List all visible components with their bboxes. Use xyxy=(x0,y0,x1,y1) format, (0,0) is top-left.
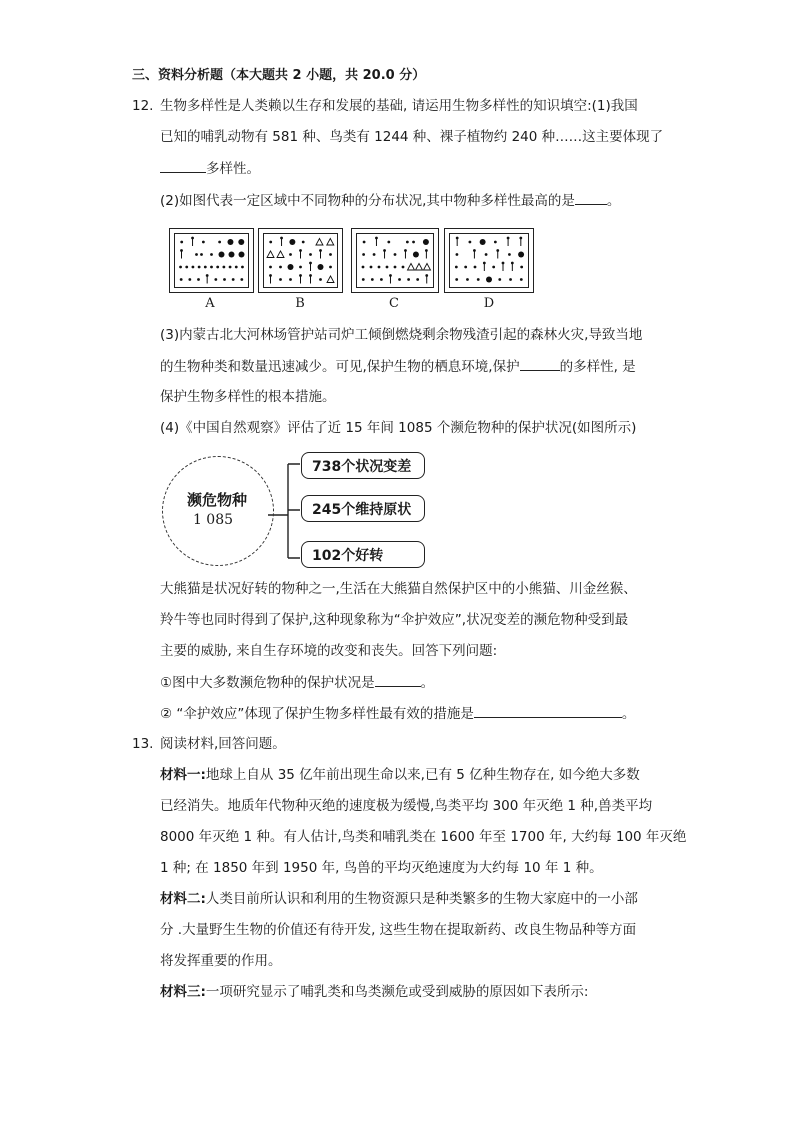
small-dot xyxy=(185,266,188,269)
q12-text-line-1: 生物多样性是人类赖以生存和发展的基础, 请运用生物多样性的知识填空:(1)我国 xyxy=(160,98,638,114)
panel-b xyxy=(258,228,343,293)
triangle-mark xyxy=(416,264,423,271)
pin-mark xyxy=(483,262,486,271)
pin-mark xyxy=(389,274,392,283)
small-dot xyxy=(394,266,397,269)
small-dot xyxy=(329,266,332,269)
pin-mark xyxy=(519,237,522,246)
material-3-line-1: 材料三:一项研究显示了哺乳类和鸟类濒危或受到威胁的原因如下表所示: xyxy=(160,984,589,1000)
small-dot xyxy=(192,266,195,269)
small-dot xyxy=(232,278,235,281)
material-2-line-3: 将发挥重要的作用。 xyxy=(160,953,282,969)
pin-mark xyxy=(206,274,209,283)
small-dot xyxy=(302,241,305,244)
panel-label-d: D xyxy=(483,296,495,311)
pin-mark xyxy=(507,237,510,246)
question-number-12: 12. xyxy=(132,98,154,114)
large-dot xyxy=(238,239,244,245)
small-dot xyxy=(195,253,198,256)
section-header: 三、资料分析题（本大题共 2 小题，共 20.0 分） xyxy=(132,68,426,83)
small-dot xyxy=(197,278,200,281)
material-1-line-3: 8000 年灭绝 1 种。有人估计,鸟类和哺乳类在 1600 年至 1700 年, 大约每 100 年灭绝 xyxy=(160,829,687,845)
large-dot xyxy=(239,252,245,258)
panel-b-dots xyxy=(264,234,337,287)
small-dot xyxy=(406,241,409,244)
small-dot xyxy=(508,253,511,256)
triangle-mark xyxy=(316,239,323,246)
panel-a-dots xyxy=(175,234,248,287)
small-dot xyxy=(407,278,410,281)
large-dot xyxy=(227,239,233,245)
q12-text-line-3: 多样性。 xyxy=(160,159,260,178)
q12-text-line-6: 的生物种类和数量迅速减少。可见,保护生物的栖息环境,保护 的多样性, 是 xyxy=(160,359,636,375)
small-dot xyxy=(370,266,373,269)
status-box-same: 245个维持原状 xyxy=(301,495,425,522)
small-dot xyxy=(456,253,459,256)
material-2-line-1: 材料二:人类目前所认识和利用的生物资源只是种类繁多的生物大家庭中的一小部 xyxy=(160,891,638,907)
small-dot xyxy=(363,241,366,244)
small-dot xyxy=(466,278,469,281)
small-dot xyxy=(387,241,390,244)
material-2-line-2: 分 .大量野生生物的价值还有待开发, 这些生物在提取新药、改良生物品种等方面 xyxy=(160,922,637,938)
status-box-better: 102个好转 xyxy=(301,541,425,568)
small-dot xyxy=(362,266,365,269)
large-dot xyxy=(486,277,492,283)
small-dot xyxy=(269,266,272,269)
small-dot xyxy=(485,253,488,256)
pin-mark xyxy=(511,262,514,271)
small-dot xyxy=(380,278,383,281)
small-dot xyxy=(188,278,191,281)
answer-blank[interactable] xyxy=(575,191,607,205)
small-dot xyxy=(204,266,207,269)
large-dot xyxy=(229,252,235,258)
small-dot xyxy=(319,278,322,281)
small-dot xyxy=(394,253,397,256)
q12-text-line-10: 羚牛等也同时得到了保护,这种现象称为“伞护效应”,状况变差的濒危物种受到最 xyxy=(160,612,629,628)
panel-label-a: A xyxy=(205,296,215,311)
pin-mark xyxy=(425,249,428,258)
small-dot xyxy=(279,278,282,281)
large-dot xyxy=(480,239,486,245)
small-dot xyxy=(494,241,497,244)
small-dot xyxy=(520,266,523,269)
small-dot xyxy=(329,253,332,256)
small-dot xyxy=(492,266,495,269)
status-box-worse: 738个状况变差 xyxy=(301,452,425,479)
small-dot xyxy=(386,266,389,269)
small-dot xyxy=(240,278,243,281)
q12-text-line-8: (4)《中国自然观察》评估了近 15 年间 1085 个濒危物种的保护状况(如图所示) xyxy=(160,420,637,436)
q12-text-line-2: 已知的哺乳动物有 581 种、鸟类有 1244 种、裸子植物约 240 种……这主要体现了 xyxy=(160,129,664,145)
q12-text-line-9: 大熊猫是状况好转的物种之一,生活在大熊猫自然保护区中的小熊猫、川金丝猴、 xyxy=(160,581,637,597)
q12-text-line-5: (3)内蒙古北大河林场管护站司炉工倾倒燃烧剩余物残渣引起的森林火灾,导致当地 xyxy=(160,327,643,343)
panel-a xyxy=(169,228,254,293)
circle-title: 濒危物种 xyxy=(186,491,247,509)
answer-blank[interactable] xyxy=(160,159,206,173)
material-1-line-1: 材料一:地球上自从 35 亿年前出现生命以来,已有 5 亿种生物存在, 如今绝大多数 xyxy=(160,767,640,783)
small-dot xyxy=(412,241,415,244)
small-dot xyxy=(474,266,477,269)
pin-mark xyxy=(191,237,194,246)
pin-mark xyxy=(496,249,499,258)
large-dot xyxy=(413,252,419,258)
pin-mark xyxy=(299,274,302,283)
small-dot xyxy=(455,266,458,269)
small-dot xyxy=(180,278,183,281)
triangle-mark xyxy=(408,264,415,271)
small-dot xyxy=(371,278,374,281)
panel-c-dots xyxy=(357,234,433,287)
small-dot xyxy=(520,278,523,281)
small-dot xyxy=(210,266,213,269)
pin-mark xyxy=(473,249,476,258)
small-dot xyxy=(214,278,217,281)
triangle-mark xyxy=(424,264,431,271)
small-dot xyxy=(416,278,419,281)
answer-blank[interactable] xyxy=(520,357,560,371)
q12-text-line-4: (2)如图代表一定区域中不同物种的分布状况,其中物种多样性最高的是 。 xyxy=(160,193,621,209)
pin-mark xyxy=(404,249,407,258)
pin-mark xyxy=(425,274,428,283)
small-dot xyxy=(477,278,480,281)
triangle-mark xyxy=(327,239,334,246)
panel-label-b: B xyxy=(295,296,305,311)
pin-mark xyxy=(319,249,322,258)
small-dot xyxy=(289,253,292,256)
small-dot xyxy=(218,241,221,244)
answer-blank[interactable] xyxy=(375,673,421,687)
material-1-line-4: 1 种; 在 1850 年到 1950 年, 鸟兽的平均灭绝速度为大约每 10 年 1 种。 xyxy=(160,860,603,876)
pin-mark xyxy=(180,249,183,258)
small-dot xyxy=(362,278,365,281)
large-dot xyxy=(289,239,295,245)
material-1-label: 材料一: xyxy=(160,767,206,783)
small-dot xyxy=(269,241,272,244)
endangered-species-circle xyxy=(162,456,274,566)
panel-label-c: C xyxy=(389,296,399,311)
small-dot xyxy=(202,241,205,244)
triangle-mark xyxy=(267,251,274,258)
panel-d-dots xyxy=(450,234,528,287)
small-dot xyxy=(235,266,238,269)
q12-text-line-13: ② “伞护效应”体现了保护生物多样性最有效的措施是 。 xyxy=(160,706,636,722)
panel-c xyxy=(351,228,439,293)
q12-text-line-11: 主要的威胁, 来自生存环境的改变和丧失。回答下列问题: xyxy=(160,643,498,659)
large-dot xyxy=(318,264,324,270)
q13-text-line-1: 阅读材料,回答问题。 xyxy=(160,736,286,752)
material-1-line-2: 已经消失。地质年代物种灭绝的速度极为缓慢,鸟类平均 300 年灭绝 1 种,兽类平均 xyxy=(160,798,653,814)
panel-d xyxy=(444,228,534,293)
small-dot xyxy=(216,266,219,269)
material-3-label: 材料三: xyxy=(160,984,206,1000)
pin-mark xyxy=(456,237,459,246)
small-dot xyxy=(509,278,512,281)
pin-mark xyxy=(309,262,312,271)
pin-mark xyxy=(280,237,283,246)
pin-mark xyxy=(299,249,302,258)
small-dot xyxy=(455,278,458,281)
small-dot xyxy=(179,266,182,269)
small-dot xyxy=(223,278,226,281)
pin-mark xyxy=(383,249,386,258)
small-dot xyxy=(299,266,302,269)
pin-mark xyxy=(309,274,312,283)
small-dot xyxy=(289,278,292,281)
q12-text-line-7: 保护生物多样性的根本措施。 xyxy=(160,389,336,405)
pin-mark xyxy=(375,237,378,246)
large-dot xyxy=(288,264,294,270)
large-dot xyxy=(219,252,225,258)
small-dot xyxy=(464,266,467,269)
small-dot xyxy=(373,253,376,256)
small-dot xyxy=(362,253,365,256)
answer-blank[interactable] xyxy=(474,704,622,718)
circle-value: 1 085 xyxy=(192,512,234,528)
small-dot xyxy=(198,266,201,269)
small-dot xyxy=(469,241,472,244)
small-dot xyxy=(241,266,244,269)
small-dot xyxy=(402,266,405,269)
small-dot xyxy=(378,266,381,269)
question-number-13: 13. xyxy=(132,736,154,752)
small-dot xyxy=(210,253,213,256)
triangle-mark xyxy=(327,276,334,283)
pin-mark xyxy=(269,274,272,283)
small-dot xyxy=(398,278,401,281)
small-dot xyxy=(200,253,203,256)
small-dot xyxy=(180,241,183,244)
small-dot xyxy=(222,266,225,269)
material-2-label: 材料二: xyxy=(160,891,206,907)
large-dot xyxy=(423,239,429,245)
triangle-mark xyxy=(277,251,284,258)
small-dot xyxy=(229,266,232,269)
pin-mark xyxy=(502,262,505,271)
q12-text-line-12: ①图中大多数濒危物种的保护状况是 。 xyxy=(160,675,435,691)
small-dot xyxy=(498,278,501,281)
small-dot xyxy=(279,266,282,269)
small-dot xyxy=(309,253,312,256)
large-dot xyxy=(518,252,524,258)
